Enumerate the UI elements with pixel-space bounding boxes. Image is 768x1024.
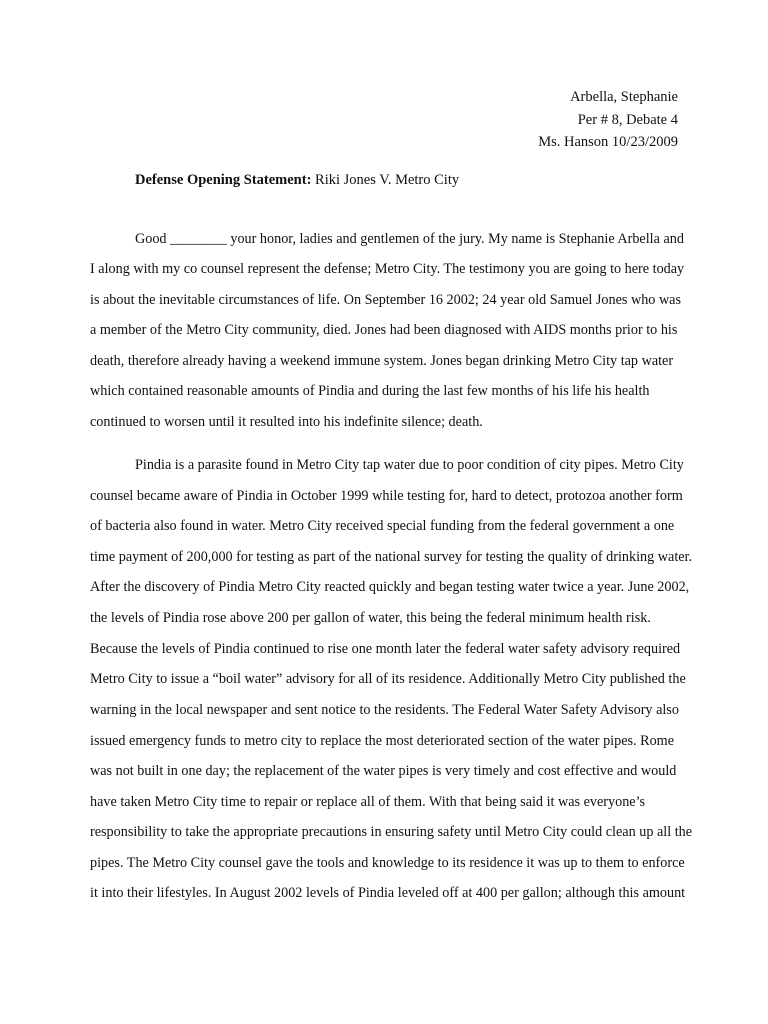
paragraph-1-line: death, therefore already having a weekend immune system. Jones began drinking Metro City tap water <box>90 353 674 369</box>
paragraph-2-line: Pindia is a parasite found in Metro City tap water due to poor condition of city pipes. Metro City <box>135 457 684 473</box>
title-bold-label: Defense Opening Statement: <box>135 172 312 188</box>
author-name: Arbella, Stephanie <box>570 89 678 105</box>
paragraph-2-line: have taken Metro City time to repair or replace all of them. With that being said it was everyone’s <box>90 794 646 810</box>
paragraph-1-line: continued to worsen until it resulted into his indefinite silence; death. <box>90 414 483 430</box>
paragraph-2-line: the levels of Pindia rose above 200 per gallon of water, this being the federal minimum health risk. <box>90 610 651 626</box>
title-case-name: Riki Jones V. Metro City <box>311 172 460 188</box>
paragraph-2-line: Because the levels of Pindia continued to rise one month later the federal water safety advisory required <box>90 641 681 657</box>
paragraph-2-line: time payment of 200,000 for testing as part of the national survey for testing the quality of drinking water. <box>90 549 693 565</box>
paragraph-2-line: was not built in one day; the replacement of the water pipes is very timely and cost effective and would <box>90 763 677 779</box>
document-title <box>135 169 459 191</box>
paragraph-2-line: counsel became aware of Pindia in October 1999 while testing for, hard to detect, protozoa another form <box>90 488 683 504</box>
header-block <box>538 86 678 154</box>
paragraph-2-line: it into their lifestyles. In August 2002 levels of Pindia leveled off at 400 per gallon; although this amount <box>90 885 686 901</box>
paragraph-2-line: responsibility to take the appropriate precautions in ensuring safety until Metro City could clean up all the <box>90 824 693 840</box>
paragraph-1-line: Good ________ your honor, ladies and gentlemen of the jury. My name is Stephanie Arbella and <box>135 231 684 247</box>
paragraph-2-line: After the discovery of Pindia Metro City reacted quickly and began testing water twice a year. June 2002, <box>90 579 690 595</box>
paragraph-2-line: pipes. The Metro City counsel gave the tools and knowledge to its residence it was up to them to enforce <box>90 855 685 871</box>
paragraph-2-line: warning in the local newspaper and sent notice to the residents. The Federal Water Safety Advisory also <box>90 702 679 718</box>
paragraph-1-line: a member of the Metro City community, died. Jones had been diagnosed with AIDS months prior to his <box>90 322 678 338</box>
paragraph-1-line: I along with my co counsel represent the defense; Metro City. The testimony you are going to here today <box>90 261 685 277</box>
paragraph-2-line: Metro City to issue a “boil water” advisory for all of its residence. Additionally Metro City published the <box>90 671 686 687</box>
paragraph-1-line: is about the inevitable circumstances of life. On September 16 2002; 24 year old Samuel Jones who was <box>90 292 682 308</box>
paragraph-1-line: which contained reasonable amounts of Pindia and during the last few months of his life his health <box>90 383 650 399</box>
period-debate: Per # 8, Debate 4 <box>577 111 678 128</box>
paragraph-2-line: issued emergency funds to metro city to replace the most deteriorated section of the water pipes. Rome <box>90 733 675 749</box>
paragraph-2-line: of bacteria also found in water. Metro City received special funding from the federal government a one <box>90 518 675 534</box>
teacher-date: Ms. Hanson 10/23/2009 <box>538 134 678 150</box>
